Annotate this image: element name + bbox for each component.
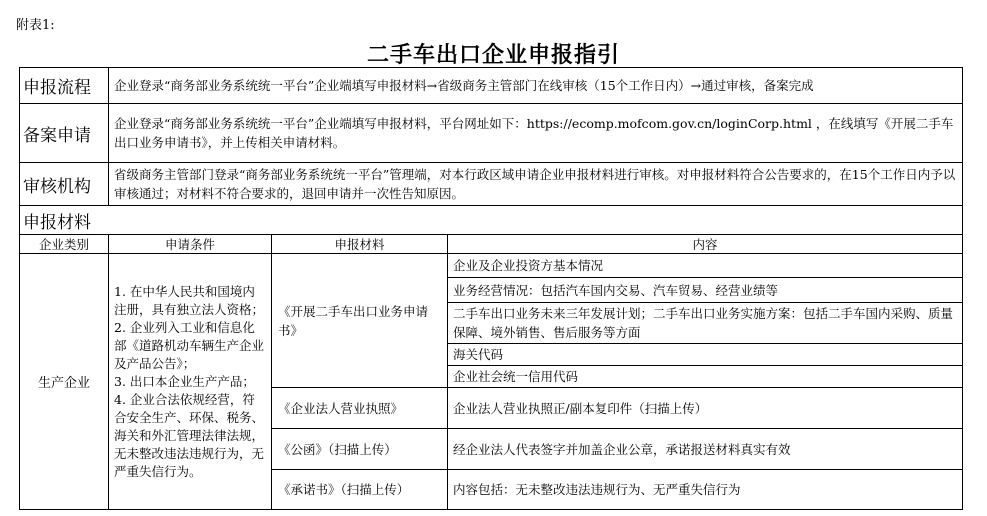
- page-title: 二手车出口企业申报指引: [366, 43, 620, 68]
- review-row: [20, 163, 963, 206]
- content-cell: 企业及企业投资方基本情况: [448, 254, 963, 278]
- material-name: 《公函》（扫描上传）: [272, 429, 448, 470]
- conditions-cell: 1. 在中华人民共和国境内注册，具有独立法人资格； 2. 企业列入工业和信息化部《道路机动车辆生产企业及产品公告》； 3. 出口本企业生产产品； 4. 企业合法依规经营，符合安全生产、环保、税务、海关和外汇管理法律法规，无未整改违法违规行为，无严重失信行为。: [109, 254, 272, 510]
- header-row: [20, 235, 963, 254]
- material-name: 《承诺书》（扫描上传）: [272, 470, 448, 510]
- header-materials: 申报材料: [272, 235, 448, 254]
- content-cell: 海关代码: [448, 344, 963, 366]
- material-name: 《企业法人营业执照》: [272, 388, 448, 429]
- header-content: 内容: [448, 235, 963, 254]
- header-category: 企业类别: [20, 235, 109, 254]
- review-label: 审核机构: [20, 163, 109, 206]
- materials-row: [20, 206, 963, 235]
- review-text: 省级商务主管部门登录“商务部业务系统统一平台”管理端，对本行政区域申请企业申报材料进行审核。对申报材料符合公告要求的，在15个工作日内予以审核通过；对材料不符合要求的，退回申请并一次性告知原因。: [109, 163, 963, 206]
- filing-row: [20, 104, 963, 163]
- process-label: 申报流程: [20, 68, 109, 104]
- annex-label: 附表1:: [16, 18, 55, 33]
- process-row: [20, 68, 963, 104]
- content-cell: 企业法人营业执照正/副本复印件（扫描上传）: [448, 388, 963, 429]
- materials-label: 申报材料: [20, 206, 963, 235]
- filing-label: 备案申请: [20, 104, 109, 163]
- category-cell: 生产企业: [20, 254, 109, 510]
- header-conditions: 申请条件: [109, 235, 272, 254]
- guide-table: [19, 67, 963, 510]
- content-cell: 业务经营情况：包括汽车国内交易、汽车贸易、经营业绩等: [448, 278, 963, 303]
- content-cell: 经企业法人代表签字并加盖企业公章，承诺报送材料真实有效: [448, 429, 963, 470]
- filing-text: 企业登录“商务部业务系统统一平台”企业端填写申报材料，平台网址如下：https://ecomp.mofcom.gov.cn/loginCorp.html ，在线填写《开展二手车出口业务申请书》，并上传相关申请材料。: [109, 104, 963, 163]
- content-cell: 二手车出口业务未来三年发展计划；二手车出口业务实施方案：包括二手车国内采购、质量保障、境外销售、售后服务等方面: [448, 303, 963, 344]
- table-row: [20, 254, 963, 278]
- process-text: 企业登录“商务部业务系统统一平台”企业端填写申报材料→省级商务主管部门在线审核（15个工作日内）→通过审核，备案完成: [109, 68, 963, 104]
- material-name: 《开展二手车出口业务申请书》: [272, 254, 448, 388]
- content-cell: 企业社会统一信用代码: [448, 366, 963, 388]
- content-cell: 内容包括：无未整改违法违规行为、无严重失信行为: [448, 470, 963, 510]
